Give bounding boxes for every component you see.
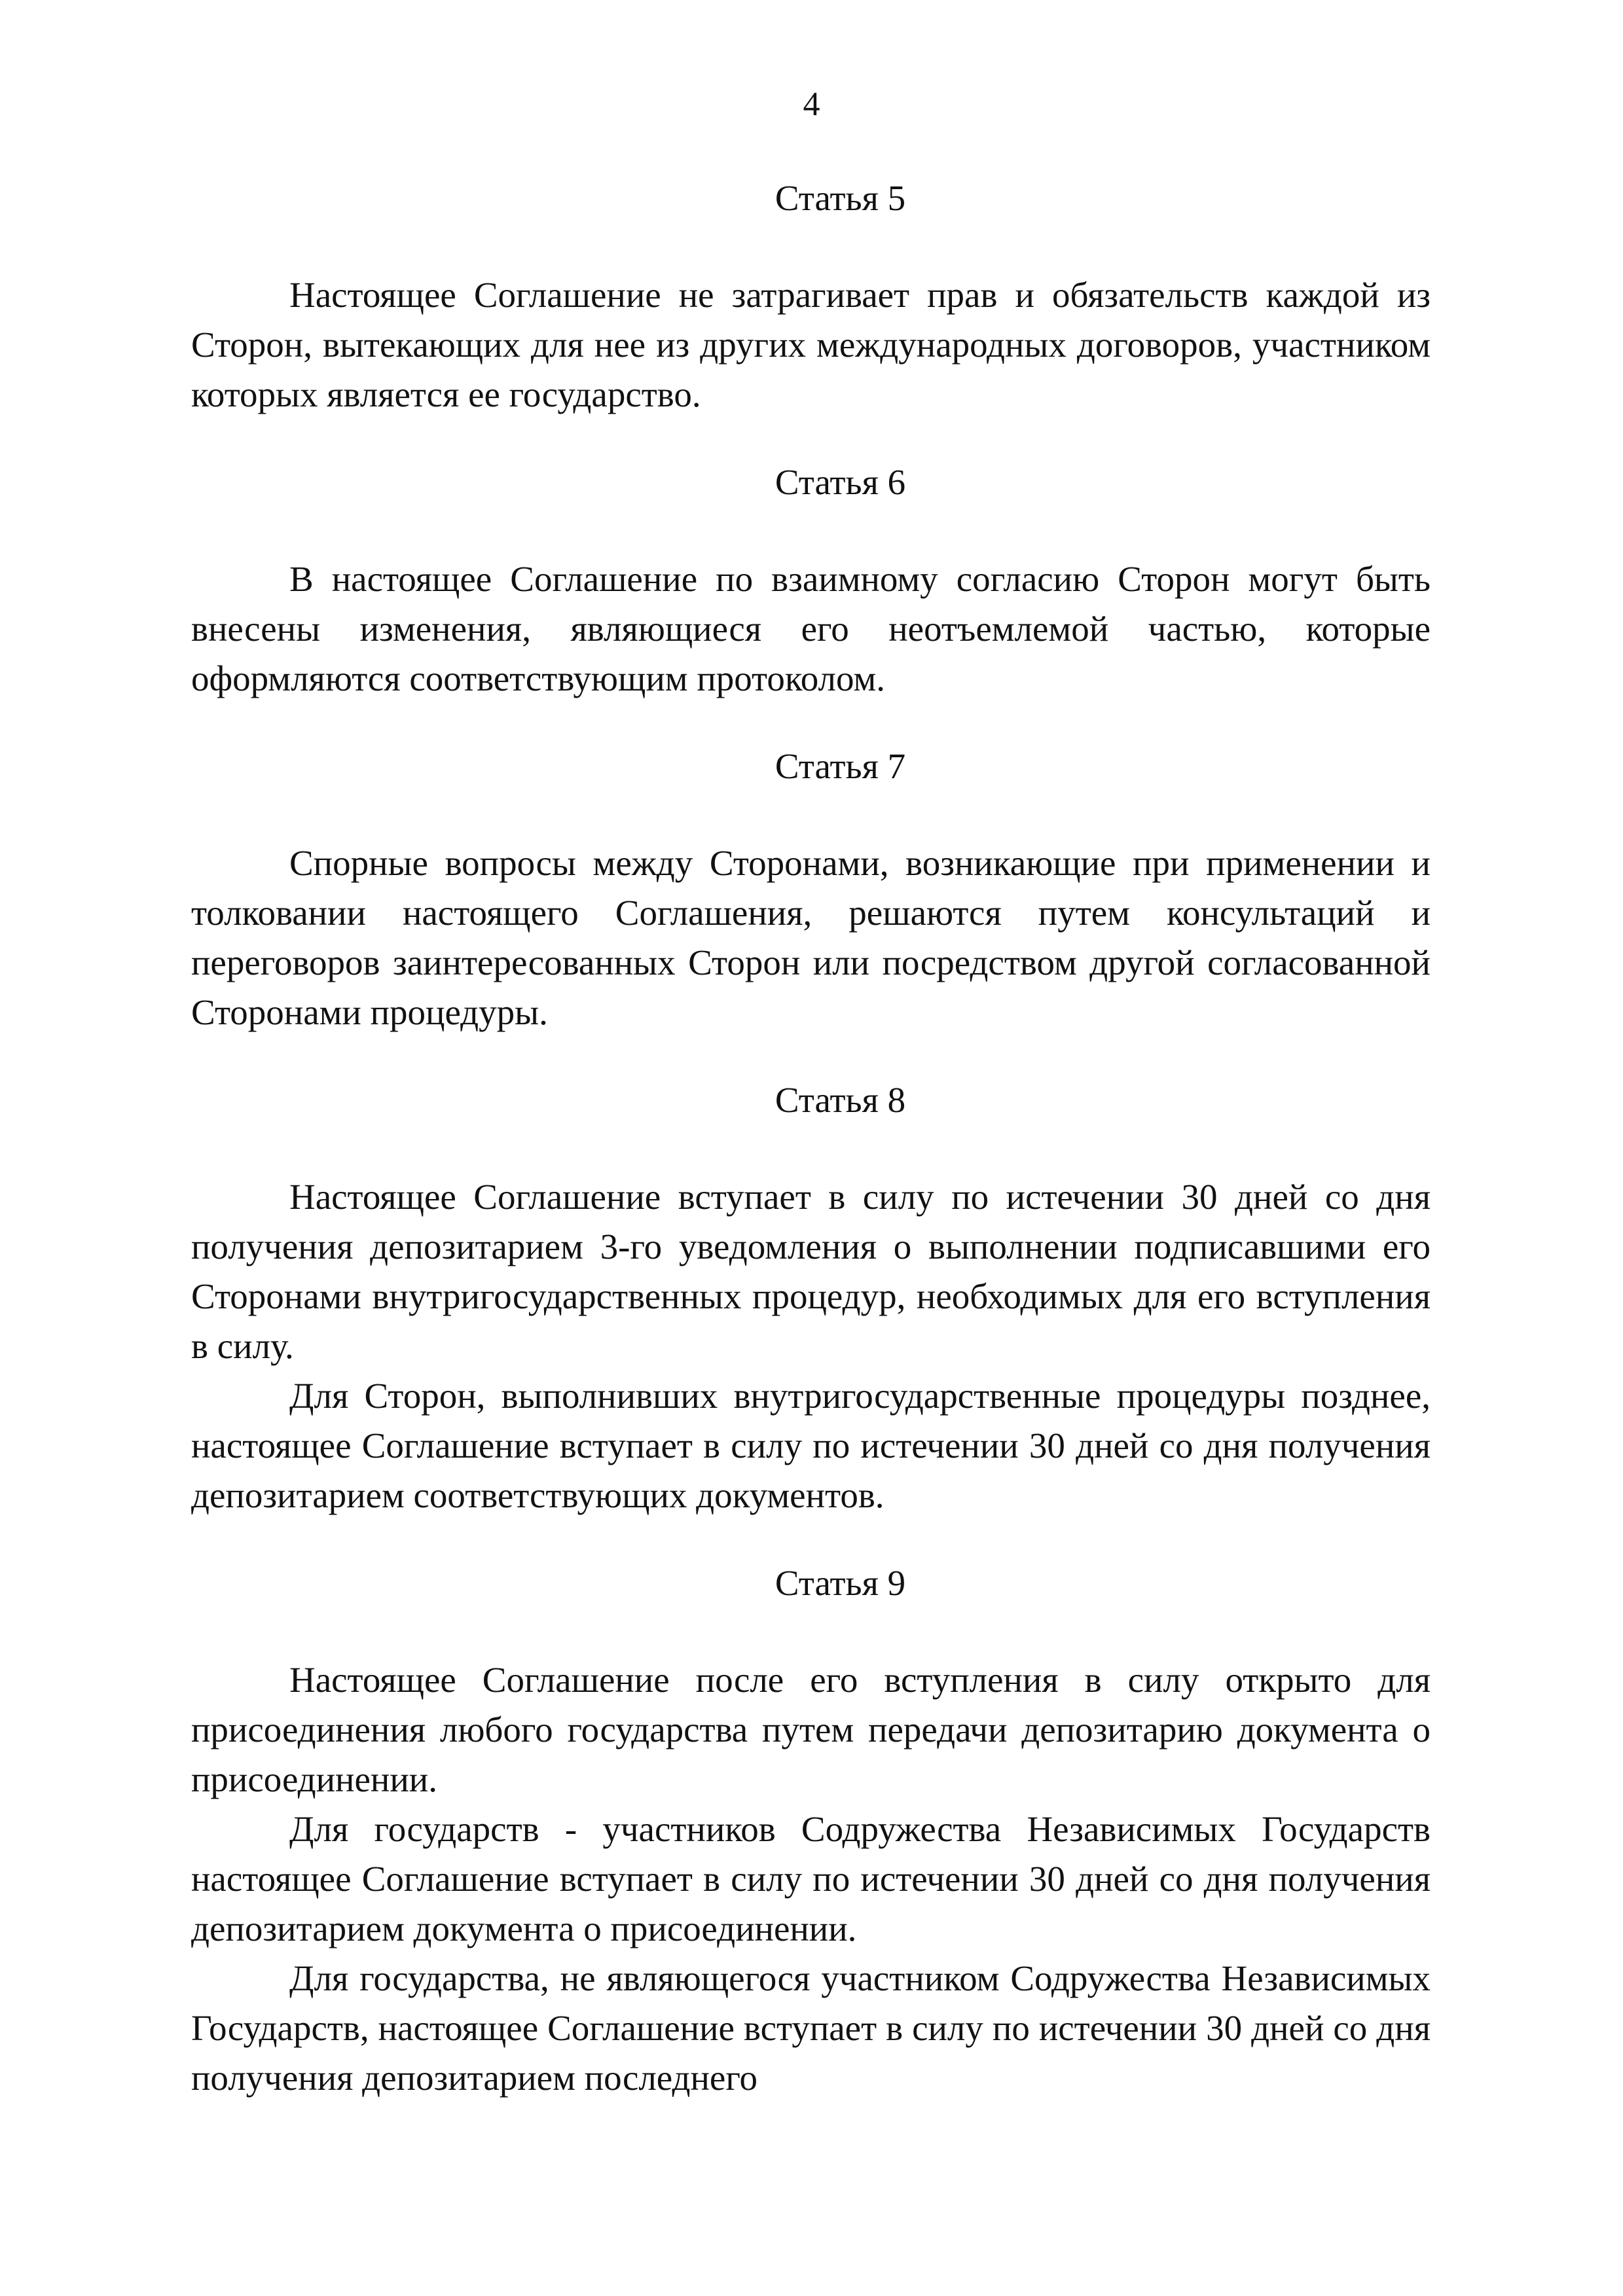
article-paragraph: Для государств - участников Содружества Независимых Государств настоящее Соглашение вступает в силу по истечении 30 дней со дня получения депозитарием документа о присоединении. [191, 1809, 1431, 1948]
article-9 [191, 1558, 1431, 2103]
article-paragraph: Для Сторон, выполнивших внутригосударственные процедуры позднее, настоящее Соглашение вступает в силу по истечении 30 дней со дня получения депозитарием соответствующих документов. [191, 1376, 1431, 1515]
article-5 [191, 173, 1431, 420]
article-heading: Статья 5 [775, 178, 906, 218]
article-paragraph: Для государства, не являющегося участником Содружества Независимых Государств, настоящее Соглашение вступает в силу по истечении 30 дней со дня получения депозитарием последнего [191, 1958, 1431, 2098]
article-heading: Статья 7 [775, 746, 906, 786]
article-paragraph: Спорные вопросы между Сторонами, возникающие при применении и толковании настоящего Соглашения, решаются путем консультаций и переговоров заинтересованных Сторон или посредством другой согласованной Сторонами процедуры. [191, 843, 1431, 1032]
article-heading: Статья 8 [775, 1080, 906, 1120]
article-7 [191, 742, 1431, 1037]
article-6 [191, 457, 1431, 704]
article-paragraph: Настоящее Соглашение вступает в силу по истечении 30 дней со дня получения депозитарием 3-го уведомления о выполнении подписавшими его Сторонами внутригосударственных процедур, необходимых для его вступления в силу. [191, 1177, 1431, 1366]
article-paragraph: Настоящее Соглашение не затрагивает прав и обязательств каждой из Сторон, вытекающих для нее из других международных договоров, участником которых является ее государство. [191, 275, 1431, 414]
article-paragraph: Настоящее Соглашение после его вступления в силу открыто для присоединения любого государства путем передачи депозитарию документа о присоединении. [191, 1660, 1431, 1799]
article-paragraph: В настоящее Соглашение по взаимному согласию Сторон могут быть внесены изменения, являющиеся его неотъемлемой частью, которые оформляются соответствующим протоколом. [191, 559, 1431, 698]
document-body [191, 173, 1431, 2103]
article-heading: Статья 9 [775, 1563, 906, 1603]
article-8 [191, 1075, 1431, 1520]
page-number: 4 [803, 86, 820, 123]
article-heading: Статья 6 [775, 462, 906, 502]
